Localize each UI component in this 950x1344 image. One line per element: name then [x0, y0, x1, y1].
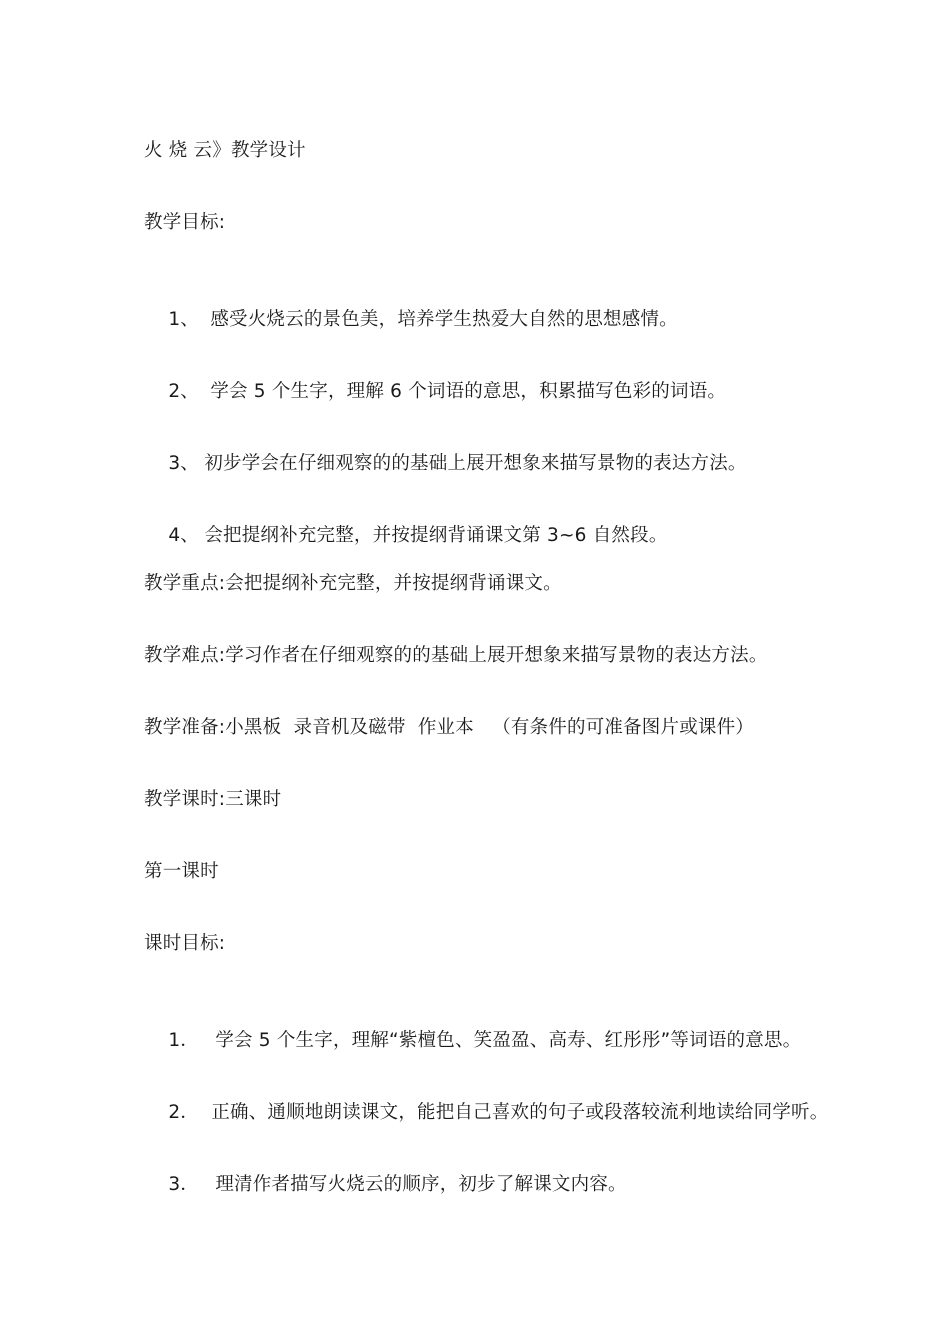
- period-objective-text: 理清作者描写火烧云的顺序，初步了解课文内容。: [215, 1174, 627, 1195]
- objective-item-3: [144, 428, 747, 500]
- period-objective-number: 2．: [168, 1102, 199, 1123]
- difficulty: 教学难点:学习作者在仔细观察的的基础上展开想象来描写景物的表达方法。: [144, 645, 768, 666]
- period-objective-number: 3．: [168, 1174, 199, 1195]
- objective-text: 会把提纲补充完整，并按提纲背诵课文第 3~6 自然段。: [204, 525, 668, 546]
- key-point: 教学重点:会把提纲补充完整，并按提纲背诵课文。: [144, 573, 562, 594]
- objective-item-2: [144, 356, 726, 428]
- objectives-heading: 教学目标:: [144, 212, 226, 233]
- objective-item-4: [144, 500, 668, 572]
- period-objective-item-3: [144, 1149, 627, 1221]
- periods: 教学课时:三课时: [144, 789, 282, 810]
- document-title: 火 烧 云》教学设计: [144, 140, 306, 161]
- objective-number: 4、: [168, 525, 199, 546]
- period-objective-text: 学会 5 个生字，理解“紫檀色、笑盈盈、高寿、红彤彤”等词语的意思。: [215, 1030, 802, 1051]
- first-period-heading: 第一课时: [144, 861, 219, 882]
- period-objective-item-1: [144, 1005, 801, 1077]
- period-objective-item-2: [144, 1077, 828, 1149]
- objective-number: 2、: [168, 381, 199, 402]
- objective-number: 3、: [168, 453, 199, 474]
- objective-text: 感受火烧云的景色美，培养学生热爱大自然的思想感情。: [210, 309, 678, 330]
- objective-number: 1、: [168, 309, 199, 330]
- period-objective-text: 正确、通顺地朗读课文，能把自己喜欢的句子或段落较流利地读给同学听。: [211, 1102, 829, 1123]
- period-objectives-heading: 课时目标:: [144, 933, 226, 954]
- objective-text: 初步学会在仔细观察的的基础上展开想象来描写景物的表达方法。: [204, 453, 747, 474]
- preparation: 教学准备:小黑板 录音机及磁带 作业本 （有条件的可准备图片或课件）: [144, 717, 754, 738]
- objective-text: 学会 5 个生字，理解 6 个词语的意思，积累描写色彩的词语。: [210, 381, 727, 402]
- objective-item-1: [144, 284, 678, 356]
- period-objective-number: 1．: [168, 1030, 199, 1051]
